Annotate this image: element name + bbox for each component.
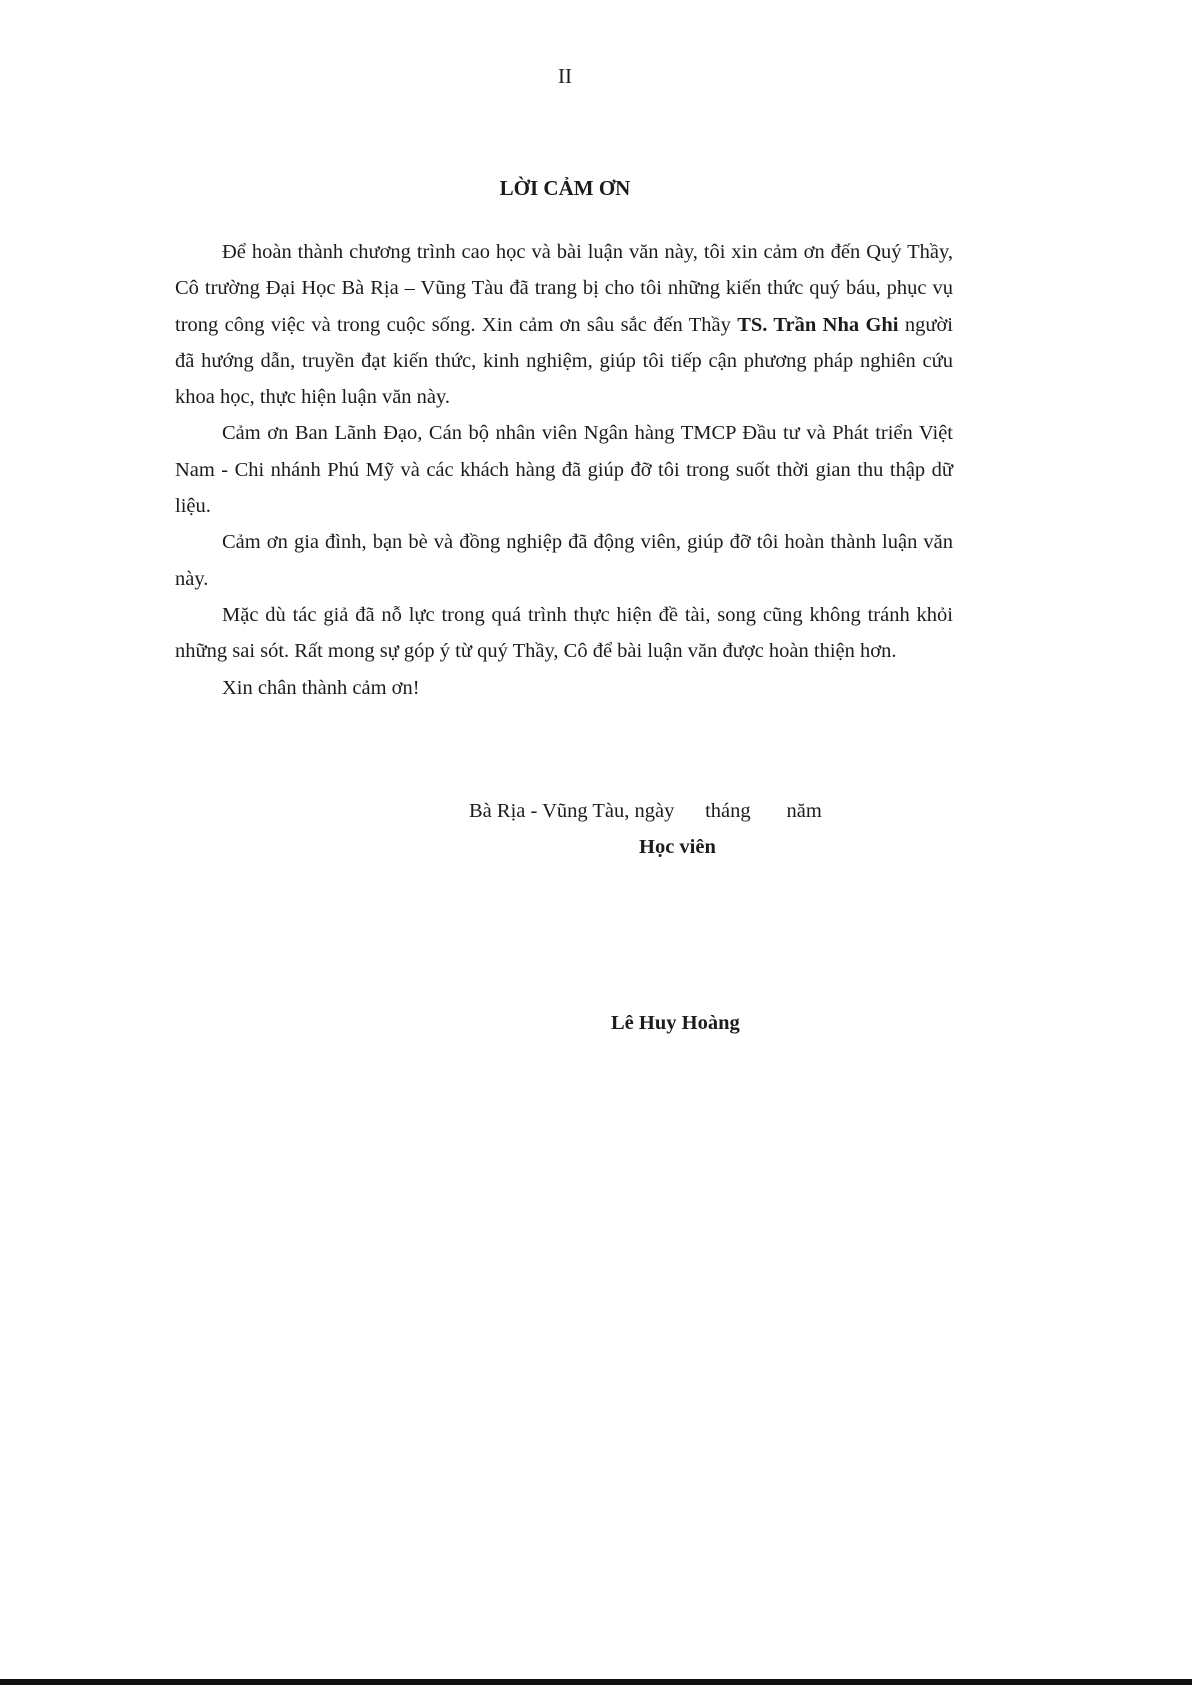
paragraph-1-text-before: Để hoàn thành chương trình cao học và bài luận văn này, tôi xin cảm ơn đến Quý Thầy, Cô trường Đại Học Bà Rịa – Vũng Tàu đã trang bị cho tôi những kiến thức quý báu, phục vụ trong công việc và trong cuộc sống. Xin cảm ơn sâu sắc đến Thầy (175, 241, 953, 336)
page-number: II (558, 64, 572, 88)
paragraph-1 (175, 234, 953, 415)
advisor-name: TS. Trần Nha Ghi (737, 313, 899, 336)
page-title: LỜI CẢM ƠN (499, 176, 631, 200)
bottom-border (0, 1679, 1192, 1685)
date-line: Bà Rịa - Vũng Tàu, ngày tháng năm (469, 800, 822, 822)
signer-role: Học viên (639, 836, 716, 858)
paragraph-2: Cảm ơn Ban Lãnh Đạo, Cán bộ nhân viên Ngân hàng TMCP Đầu tư và Phát triển Việt Nam - Chi nhánh Phú Mỹ và các khách hàng đã giúp đỡ tôi trong suốt thời gian thu thập dữ liệu. (175, 422, 953, 518)
acknowledgement-body (175, 234, 953, 706)
signer-name: Lê Huy Hoàng (611, 1012, 740, 1034)
paragraph-5: Xin chân thành cảm ơn! (222, 676, 420, 699)
paragraph-3: Cảm ơn gia đình, bạn bè và đồng nghiệp đã động viên, giúp đỡ tôi hoàn thành luận văn này. (175, 531, 953, 590)
paragraph-4: Mặc dù tác giả đã nỗ lực trong quá trình thực hiện đề tài, song cũng không tránh khỏi những sai sót. Rất mong sự góp ý từ quý Thầy, Cô để bài luận văn được hoàn thiện hơn. (175, 603, 953, 663)
paragraph-1-text-after: người đã hướng dẫn, truyền đạt kiến thức, kinh nghiệm, giúp tôi tiếp cận phương pháp nghiên cứu khoa học, thực hiện luận văn này. (175, 313, 953, 409)
